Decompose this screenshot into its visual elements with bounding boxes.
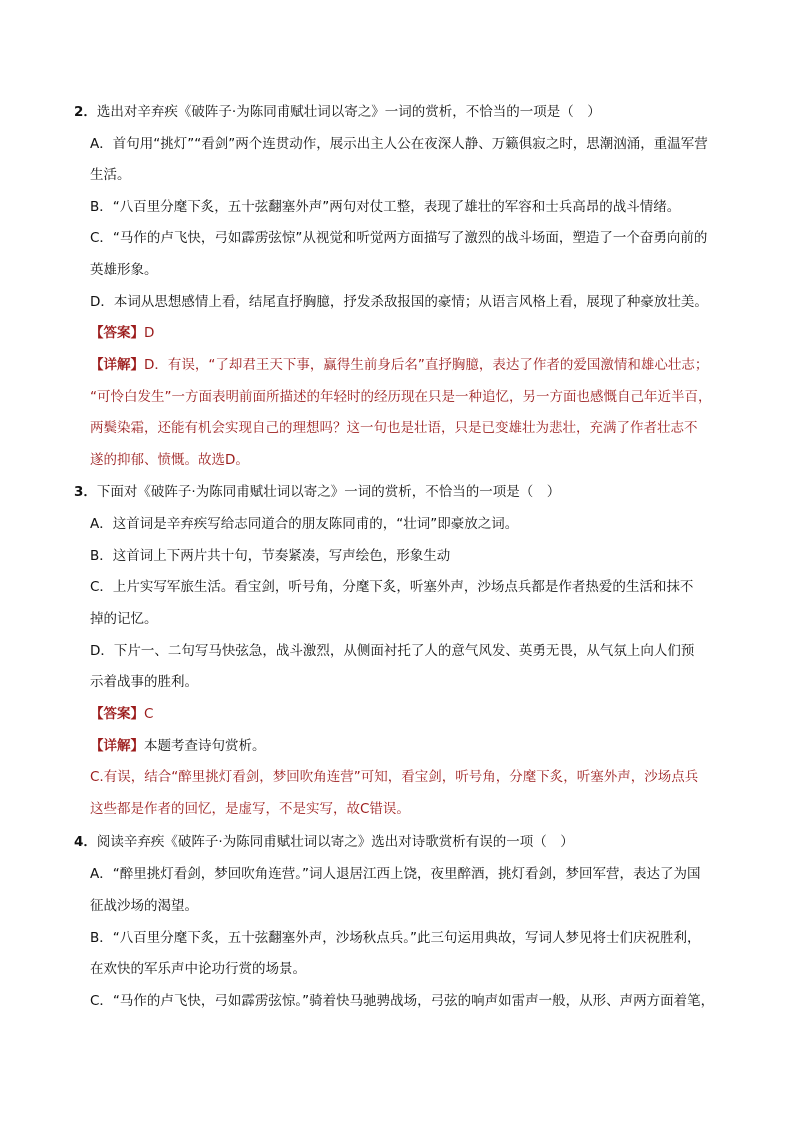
question-number: 3． — [74, 484, 97, 500]
detail-line-4: 遂的抑郁、愤慨。故选D。 — [90, 452, 249, 468]
detail-head-text: 本题考查诗句赏析。 — [144, 738, 266, 754]
option-d-line-1: D．本词从思想感情上看，结尾直抒胸臆，抒发杀敌报国的豪情；从语言风格上看，展现了种豪放壮美。 — [90, 294, 708, 310]
answer-label: 【答案】 — [90, 706, 144, 722]
detail-line-3: 两鬓染霜，还能有机会实现自己的理想吗？这一句也是壮语，只是已变雄壮为悲壮，充满了作者壮志不 — [90, 420, 698, 436]
option-b-line-1: B．这首词上下两片共十句，节奏紧凑，写声绘色，形象生动 — [90, 548, 451, 564]
option-d-line-1: D．下片一、二句写马快弦急，战斗激烈，从侧面衬托了人的意气风发、英勇无畏，从气氛上向人们预 — [90, 643, 695, 659]
option-c-line-1: C．“马作的卢飞快，弓如霹雳弦惊”从视觉和听觉两方面描写了激烈的战斗场面，塑造了一个奋勇向前的 — [90, 230, 708, 246]
detail-text: D．有误，“了却君王天下事，赢得生前身后名”直抒胸臆，表达了作者的爱国激情和雄心壮志； — [144, 357, 709, 373]
option-a-line-1: A．首句用“挑灯”“看剑”两个连贯动作，展示出主人公在夜深人静、万籁俱寂之时，思潮汹涌，重温军营 — [90, 136, 708, 152]
question-4-stem — [74, 832, 714, 852]
option-c-line-2: 英雄形象。 — [90, 262, 158, 278]
option-c-line-1: C．上片实写军旅生活。看宝剑，听号角，分麾下炙，听塞外声，沙场点兵都是作者热爱的生活和抹不 — [90, 579, 694, 595]
question-stem-text: 选出对辛弃疾《破阵子·为陈同甫赋壮词以寄之》一词的赏析，不恰当的一项是（ ） — [96, 104, 601, 120]
option-a-line-2: 征战沙场的渴望。 — [90, 898, 198, 914]
detail-line-1: C.有误，结合“醉里挑灯看剑，梦回吹角连营”可知，看宝剑，听号角，分麾下炙，听塞外声，沙场点兵 — [90, 769, 699, 785]
question-3-stem — [74, 482, 714, 502]
option-d-line-2: 示着战事的胜利。 — [90, 674, 198, 690]
option-a-line-2: 生活。 — [90, 167, 131, 183]
answer-line — [90, 704, 730, 724]
option-b-line-2: 在欢快的军乐声中论功行赏的场景。 — [90, 961, 306, 977]
answer-line — [90, 323, 730, 343]
option-c-line-1: C．“马作的卢飞快，弓如霹雳弦惊。”骑着快马驰骋战场，弓弦的响声如雷声一般，从形、声两方面着笔， — [90, 993, 715, 1009]
question-stem-text: 阅读辛弃疾《破阵子·为陈同甫赋壮词以寄之》选出对诗歌赏析有误的一项（ ） — [96, 834, 574, 850]
detail-label: 【详解】 — [90, 357, 144, 373]
detail-line-1 — [90, 355, 730, 375]
detail-line-2: 这些都是作者的回忆，是虚写，不是实写，故C错误。 — [90, 801, 410, 817]
detail-line-0 — [90, 736, 730, 756]
question-number: 4． — [74, 834, 97, 850]
detail-line-2: “可怜白发生”一方面表明前面所描述的年轻时的经历现在只是一种追忆，另一方面也感慨自己年近半百， — [90, 389, 712, 405]
question-number: 2． — [74, 104, 97, 120]
answer-label: 【答案】 — [90, 325, 144, 341]
option-b-line-1: B．“八百里分麾下炙，五十弦翻塞外声”两句对仗工整，表现了雄壮的军容和士兵高昂的战斗情绪。 — [90, 199, 681, 215]
answer-value: C — [144, 706, 154, 722]
detail-label: 【详解】 — [90, 738, 144, 754]
option-a-line-1: A．这首词是辛弃疾写给志同道合的朋友陈同甫的，“壮词”即豪放之词。 — [90, 516, 519, 532]
answer-value: D — [144, 325, 155, 341]
option-a-line-1: A．“醉里挑灯看剑，梦回吹角连营。”词人退居江西上饶，夜里醉酒，挑灯看剑，梦回军营，表达了为国 — [90, 866, 701, 882]
option-b-line-1: B．“八百里分麾下炙，五十弦翻塞外声，沙场秋点兵。”此三句运用典故，写词人梦见将士们庆祝胜利， — [90, 930, 701, 946]
question-2-stem — [74, 102, 714, 122]
question-stem-text: 下面对《破阵子·为陈同甫赋壮词以寄之》一词的赏析，不恰当的一项是（ ） — [96, 484, 561, 500]
option-c-line-2: 掉的记忆。 — [90, 611, 158, 627]
